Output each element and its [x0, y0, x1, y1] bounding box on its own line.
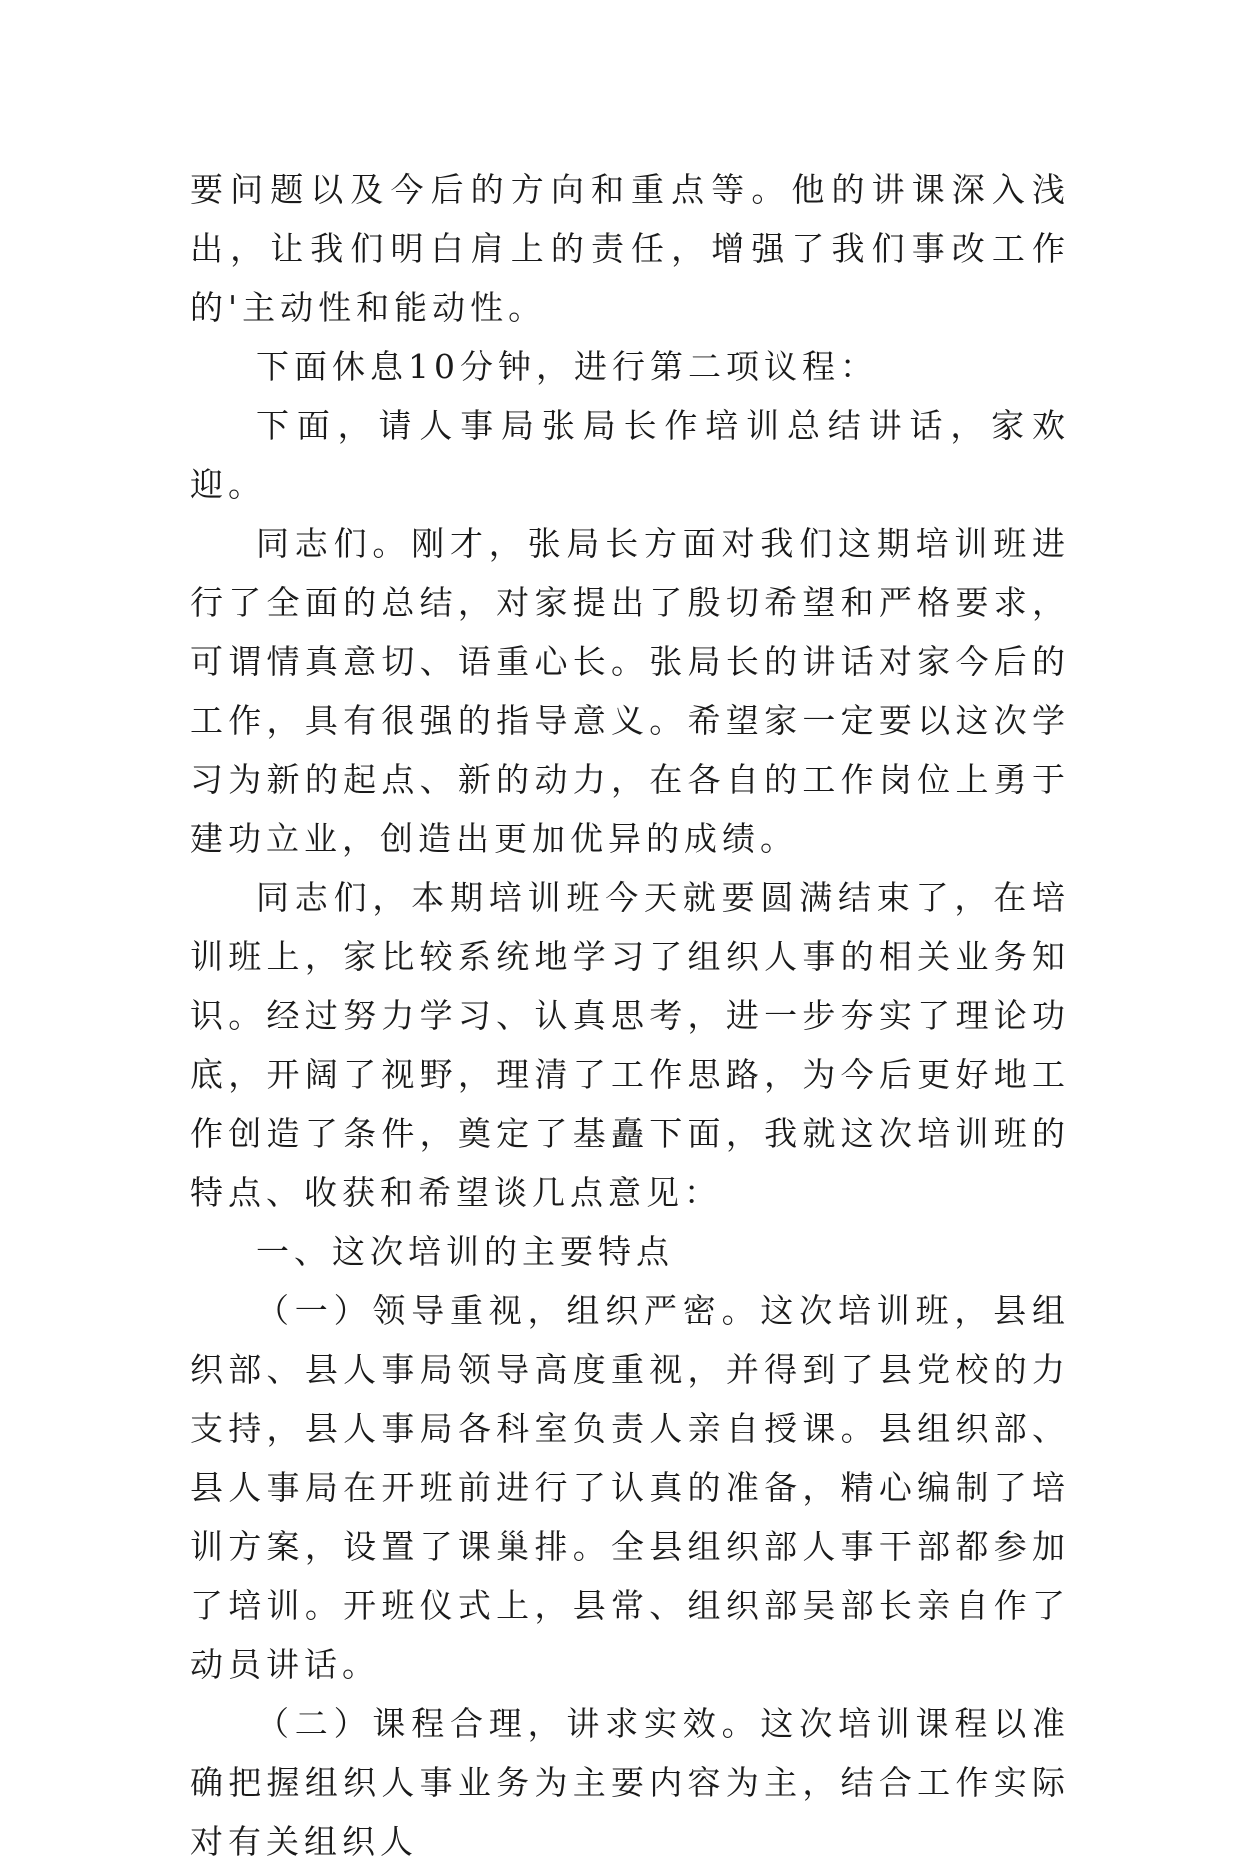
- paragraph: 下面，请人事局张局长作培训总结讲话，家欢迎。: [190, 406, 1070, 504]
- paragraph: 同志们。刚才，张局长方面对我们这期培训班进行了全面的总结，对家提出了殷切希望和严格要求，可谓情真意切、语重心长。张局长的讲话对家今后的工作，具有很强的指导意义。希望家一定要以这次学习为新的起点、新的动力，在各自的工作岗位上勇于建功立业，创造出更加优异的成绩。: [190, 524, 1070, 858]
- section-heading: 一、这次培训的主要特点: [256, 1232, 674, 1271]
- paragraph: 同志们，本期培训班今天就要圆满结束了，在培训班上，家比较系统地学习了组织人事的相关业务知识。经过努力学习、认真思考，进一步夯实了理论功底，开阔了视野，理清了工作思路，为今后更好地工作创造了条件，奠定了基矗下面，我就这次培训班的特点、收获和希望谈几点意见：: [190, 878, 1070, 1212]
- paragraph: 要问题以及今后的方向和重点等。他的讲课深入浅出，让我们明白肩上的责任，增强了我们事改工作的'主动性和能动性。: [190, 170, 1070, 327]
- paragraph: （一）领导重视，组织严密。这次培训班，县组织部、县人事局领导高度重视，并得到了县党校的力支持，县人事局各科室负责人亲自授课。县组织部、县人事局在开班前进行了认真的准备，精心编制了培训方案，设置了课巢排。全县组织部人事干部都参加了培训。开班仪式上，县常、组织部吴部长亲自作了动员讲话。: [190, 1291, 1070, 1684]
- paragraph: （二）课程合理，讲求实效。这次培训课程以准确把握组织人事业务为主要内容为主，结合工作实际对有关组织人: [190, 1704, 1070, 1861]
- paragraph: 下面休息10分钟，进行第二项议程：: [256, 347, 878, 386]
- document-body: [190, 160, 1070, 1871]
